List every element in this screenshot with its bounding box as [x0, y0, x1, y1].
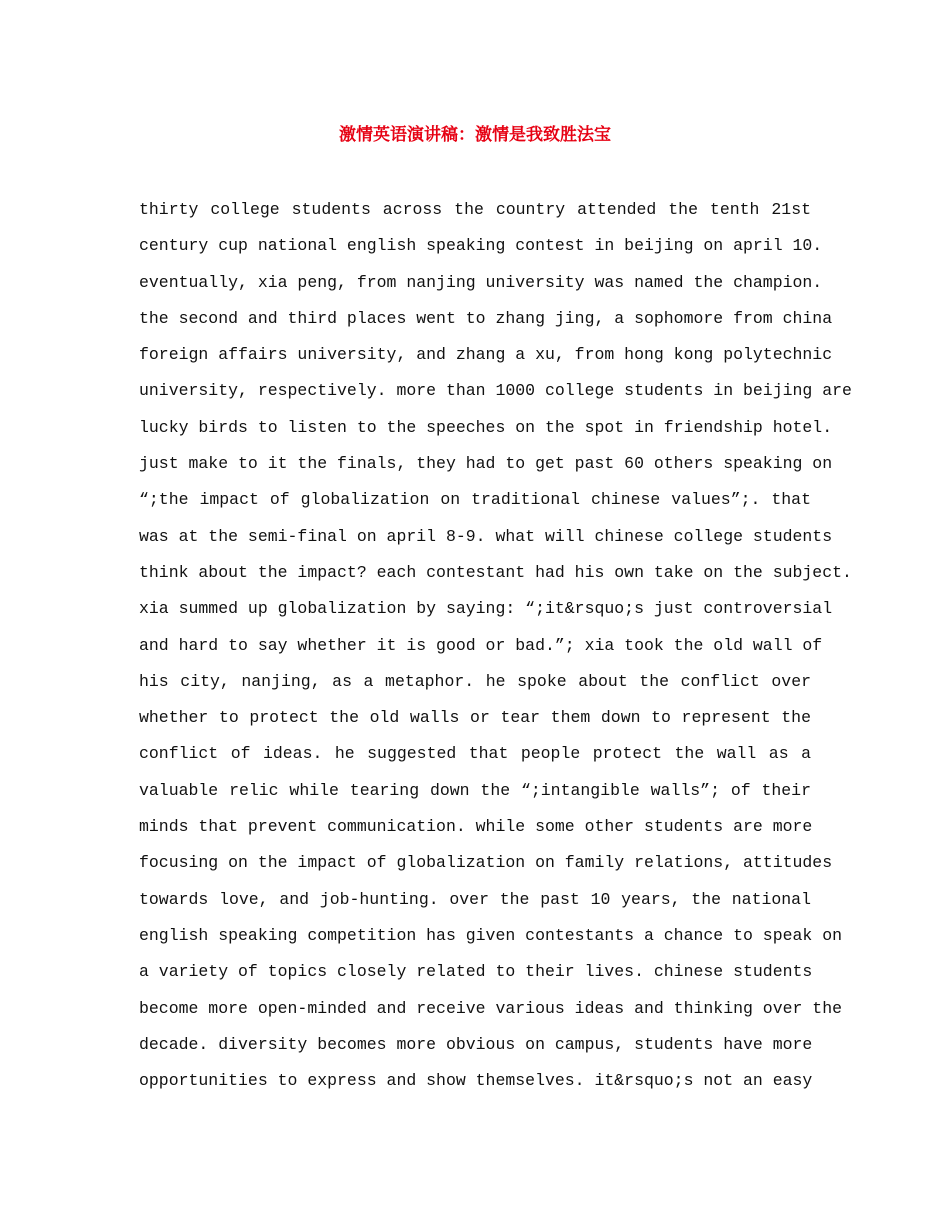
- text-line: university, respectively. more than 1000 college students in beijing are: [139, 381, 852, 401]
- text-line: minds that prevent communication. while some other students are more: [139, 817, 813, 837]
- text-line: his city, nanjing, as a metaphor. he spoke about the conflict over: [139, 671, 811, 691]
- text-line: foreign affairs university, and zhang a xu, from hong kong polytechnic: [139, 345, 833, 365]
- text-line: eventually, xia peng, from nanjing university was named the champion.: [139, 272, 823, 292]
- text-line: and hard to say whether it is good or bad.”; xia took the old wall of: [139, 635, 823, 655]
- text-line: opportunities to express and show themselves. it&rsquo;s not an easy: [139, 1071, 813, 1091]
- text-line: a variety of topics closely related to their lives. chinese students: [139, 962, 813, 982]
- text-line: english speaking competition has given contestants a chance to speak on: [139, 925, 843, 945]
- text-line: conflict of ideas. he suggested that people protect the wall as a: [139, 744, 811, 764]
- text-line: xia summed up globalization by saying: “;it&rsquo;s just controversial: [139, 599, 833, 619]
- text-line: valuable relic while tearing down the “;intangible walls”; of their: [139, 780, 811, 800]
- text-line: just make to it the finals, they had to get past 60 others speaking on: [139, 454, 833, 474]
- document-title: 激情英语演讲稿：激情是我致胜法宝: [339, 125, 611, 145]
- text-line: towards love, and job-hunting. over the past 10 years, the national: [139, 889, 811, 909]
- text-line: lucky birds to listen to the speeches on the spot in friendship hotel.: [139, 417, 833, 437]
- text-line: century cup national english speaking contest in beijing on april 10.: [139, 236, 823, 256]
- document-body: [139, 192, 852, 1099]
- text-line: think about the impact? each contestant had his own take on the subject.: [139, 562, 852, 582]
- text-line: thirty college students across the country attended the tenth 21st: [139, 200, 811, 219]
- text-line: decade. diversity becomes more obvious on campus, students have more: [139, 1034, 813, 1054]
- text-line: “;the impact of globalization on traditional chinese values”;. that: [139, 490, 811, 510]
- text-line: the second and third places went to zhang jing, a sophomore from china: [139, 308, 833, 328]
- text-line: was at the semi-final on april 8-9. what will chinese college students: [139, 526, 833, 546]
- text-line: focusing on the impact of globalization on family relations, attitudes: [139, 853, 833, 873]
- text-line: become more open-minded and receive various ideas and thinking over the: [139, 998, 843, 1018]
- text-line: whether to protect the old walls or tear them down to represent the: [139, 708, 811, 728]
